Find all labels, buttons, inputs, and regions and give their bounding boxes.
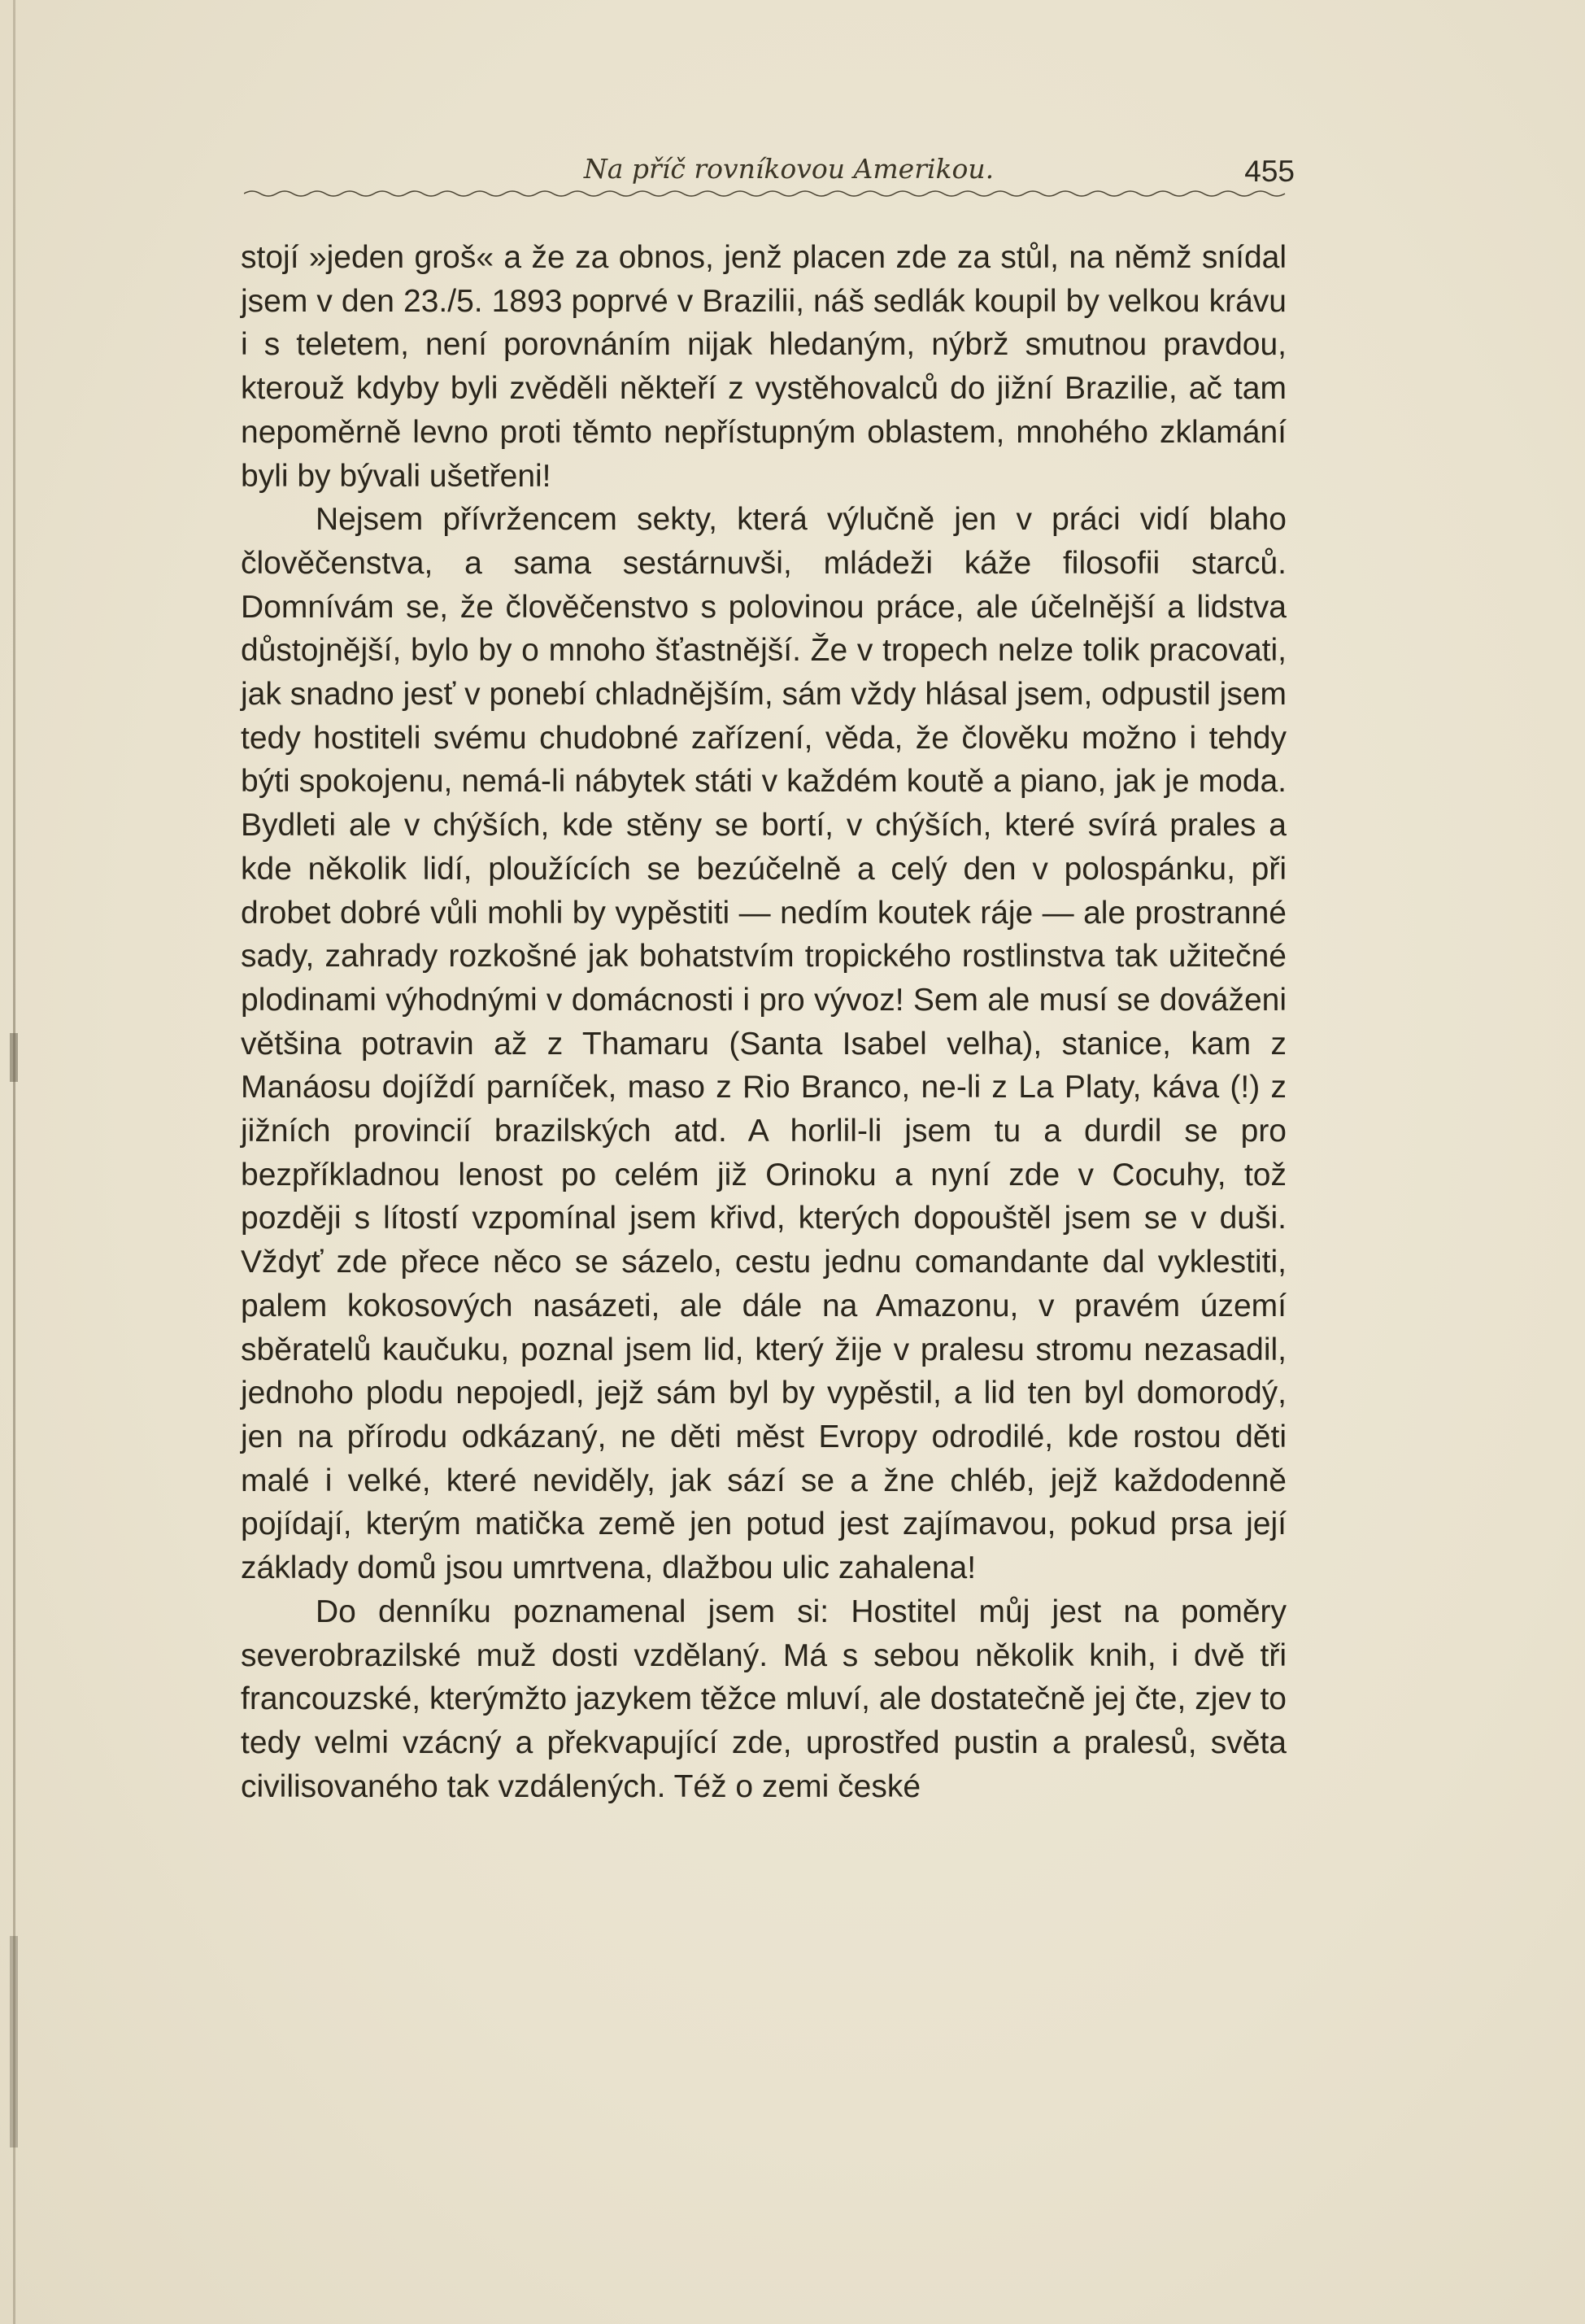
body-text: [241, 236, 1287, 1808]
paragraph-3: Do denníku poznamenal jsem si: Hostitel můj jest na poměry severobrazilské muž dosti vzdělaný. Má s sebou několik knih, i dvě tři francouzské, kterýmžto jazykem těžce mluví, ale dostatečně jej čte, zjev to tedy velmi vzácný a překvapující zde, uprostřed pustin a pralesů, světa civilisovaného tak vzdálených. Též o zemi české: [241, 1594, 1287, 1804]
page-header: [244, 145, 1293, 202]
running-title: Na příč rovníkovou Amerikou.: [583, 153, 995, 185]
binding-mark: [10, 1033, 18, 1082]
page-number: 455: [1244, 155, 1295, 188]
wavy-header-rule: [244, 185, 1293, 202]
paragraph-2: Nejsem přívržencem sekty, která výlučně jen v práci vidí blaho člověčenstva, a sama sestárnuvši, mládeži káže filosofii starců. Domnívám se, že člověčenstvo s polovinou práce, ale účelnější a lidstva důstojnější, bylo by o mnoho šťastnější. Že v tropech nelze tolik pracovati, jak snadno jesť v ponebí chladnějším, sám vždy hlásal jsem, odpustil jsem tedy hostiteli svému chudobné zařízení, věda, že člověku možno i tehdy býti spokojenu, nemá-li nábytek státi v každém koutě a piano, jak je moda. Bydleti ale v chýších, kde stěny se bortí, v chýších, které svírá prales a kde několik lidí, ploužících se bezúčelně a celý den v polospánku, při drobet dobré vůli mohli by vypěstiti — nedím koutek ráje — ale prostranné sady, zahrady rozkošné jak bohatstvím tropického rostlinstva tak užitečné plodinami výhodnými v domácnosti i pro vývoz! Sem ale musí se dováženi většina potravin až z Thamaru (Santa Isabel velha), stanice, kam z Manáosu dojíždí parníček, maso z Rio Branco, ne-li z La Platy, káva (!) z jižních provincií brazilských atd. A horlil-li jsem tu a durdil se pro bezpříkladnou lenost po celém již Orinoku a nyní zde v Cocuhy, tož později s lítostí vzpomínal jsem křivd, kterých dopouštěl jsem se v duši. Vždyť zde přece něco se sázelo, cestu jednu comandante dal vyklestiti, palem kokosových nasázeti, ale dále na Amazonu, v pravém území sběratelů kaučuku, poznal jsem lid, který žije v pralesu stromu nezasadil, jednoho plodu nepojedl, jejž sám byl by vypěstil, a lid ten byl domorodý, jen na přírodu odkázaný, ne děti měst Evropy odrodilé, kde rostou děti malé i velké, které neviděly, jak sází se a žne chléb, jejž každodenně pojídají, kterým matička země jen potud jest zajímavou, pokud prsa její základy domů jsou umrtvena, dlažbou ulic zahalena!: [241, 502, 1287, 1586]
paragraph-1: stojí »jeden groš« a že za obnos, jenž placen zde za stůl, na němž snídal jsem v den 23./5. 1893 poprvé v Brazilii, náš sedlák koupil by velkou krávu i s teletem, není porovnáním nijak hledaným, nýbrž smutnou pravdou, kterouž kdyby byli zvěděli někteří z vystěhovalců do jižní Brazilie, ač tam nepoměrně levno proti těmto nepřístupným oblastem, mnohého zklamání byli by bývali ušetřeni!: [241, 240, 1287, 494]
binding-mark: [10, 1936, 18, 2147]
